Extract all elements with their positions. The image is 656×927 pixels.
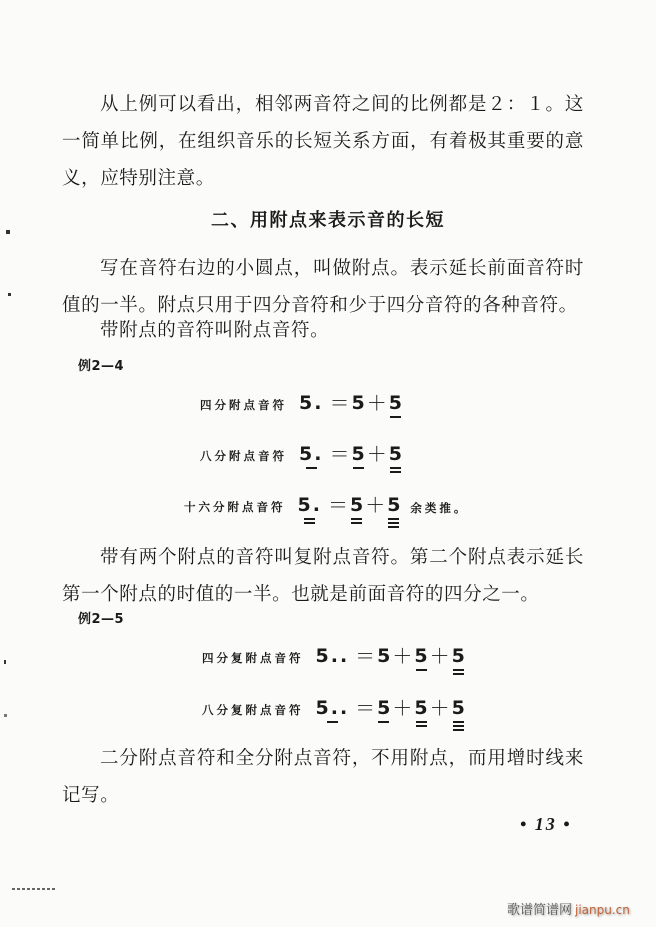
jianpu-equation (299, 392, 402, 418)
underline-mark (453, 673, 464, 675)
underline-mark (416, 669, 427, 671)
underline-mark (388, 522, 399, 524)
underline-mark (388, 518, 399, 520)
plus-sign: ＋ (366, 442, 387, 466)
example-row (202, 697, 465, 731)
note-type-name: 八分附点音符 (200, 449, 287, 463)
underline-mark (378, 721, 389, 723)
underline-mark (304, 522, 315, 524)
equals-sign: ＝ (329, 442, 350, 466)
example-row (202, 645, 465, 675)
example-label-2-5: 例2—5 (78, 612, 125, 627)
underline-mark (327, 721, 338, 723)
note-type-name: 四分附点音符 (200, 398, 287, 412)
scan-speck (4, 660, 6, 664)
paragraph-double-dotted: 带有两个附点的音符叫复附点音符。第二个附点表示延长第一个附点的时值的一半。也就是前面音符的四分之一。 (62, 547, 584, 605)
page-number: • 13 • (520, 814, 572, 834)
scan-speck (8, 293, 11, 296)
underline-mark (453, 721, 464, 723)
note-term: 5 (414, 697, 427, 727)
note-term: 5 (389, 443, 402, 473)
section-heading: 二、用附点来表示音的长短 (211, 210, 445, 231)
example-row (200, 443, 402, 473)
jianpu-equation (298, 494, 401, 528)
jianpu-equation (299, 443, 402, 473)
scan-speck (4, 714, 7, 717)
plus-sign: ＋ (392, 644, 413, 668)
underline-mark (390, 471, 401, 473)
note-term: 5 (387, 494, 400, 528)
underline-mark (351, 522, 362, 524)
underline-mark (390, 416, 401, 418)
underline-mark (453, 729, 464, 731)
dotted-note: 5.. (315, 645, 350, 667)
note-term: 5 (377, 697, 390, 723)
note-term: 5 (351, 392, 365, 414)
note-term: 5 (452, 645, 465, 675)
jianpu-equation (316, 697, 465, 731)
underline-mark (453, 725, 464, 727)
scan-speck (6, 230, 10, 234)
underline-mark (351, 518, 362, 520)
paragraph-dot-definition: 写在音符右边的小圆点，叫做附点。表示延长前面音符时值的一半。附点只用于四分音符和少于四分音符的各种音符。 (62, 258, 584, 316)
equals-sign: ＝ (355, 644, 376, 668)
scan-artifact-line (12, 888, 56, 890)
watermark-en: jianpu.cn (575, 903, 630, 917)
note-type-name: 八分复附点音符 (202, 703, 304, 717)
paragraph-dotted-note: 带附点的音符叫附点音符。 (100, 320, 330, 341)
note-term: 5 (350, 494, 363, 524)
underline-mark (306, 467, 317, 469)
paragraph-tie-lines: 二分附点音符和全分附点音符，不用附点，而用增时线来记写。 (62, 748, 584, 806)
plus-sign: ＋ (429, 644, 450, 668)
jianpu-equation (316, 645, 465, 675)
plus-sign: ＋ (365, 493, 386, 517)
plus-sign: ＋ (429, 696, 450, 720)
etc-note: 余类推。 (410, 501, 469, 515)
note-term: 5 (377, 645, 391, 667)
note-term: 5 (452, 697, 465, 731)
plus-sign: ＋ (392, 696, 413, 720)
note-term: 5 (389, 392, 402, 418)
watermark (507, 899, 630, 918)
note-term: 5 (351, 443, 364, 469)
example-row (200, 392, 402, 418)
watermark-cn: 歌谱简谱网 (507, 903, 573, 918)
equals-sign: ＝ (329, 391, 350, 415)
underline-mark (453, 669, 464, 671)
underline-mark (416, 721, 427, 723)
note-type-name: 四分复附点音符 (202, 651, 304, 665)
dotted-note: 5.. (316, 697, 350, 723)
underline-mark (416, 725, 427, 727)
underline-mark (390, 467, 401, 469)
plus-sign: ＋ (366, 391, 387, 415)
equals-sign: ＝ (355, 696, 376, 720)
dotted-note: 5. (298, 494, 322, 524)
note-term: 5 (414, 645, 427, 671)
underline-mark (304, 518, 315, 520)
underline-mark (353, 467, 364, 469)
dotted-note: 5. (299, 443, 323, 469)
underline-mark (388, 526, 399, 528)
note-type-name: 十六分附点音符 (184, 500, 286, 514)
equals-sign: ＝ (327, 493, 348, 517)
example-row (184, 494, 468, 528)
dotted-note: 5. (299, 392, 324, 414)
paragraph-ratio: 从上例可以看出，相邻两音符之间的比例都是２：１。这一简单比例，在组织音乐的长短关系方面，有着极其重要的意义，应特别注意。 (62, 94, 584, 189)
example-label-2-4: 例2—4 (78, 359, 125, 374)
